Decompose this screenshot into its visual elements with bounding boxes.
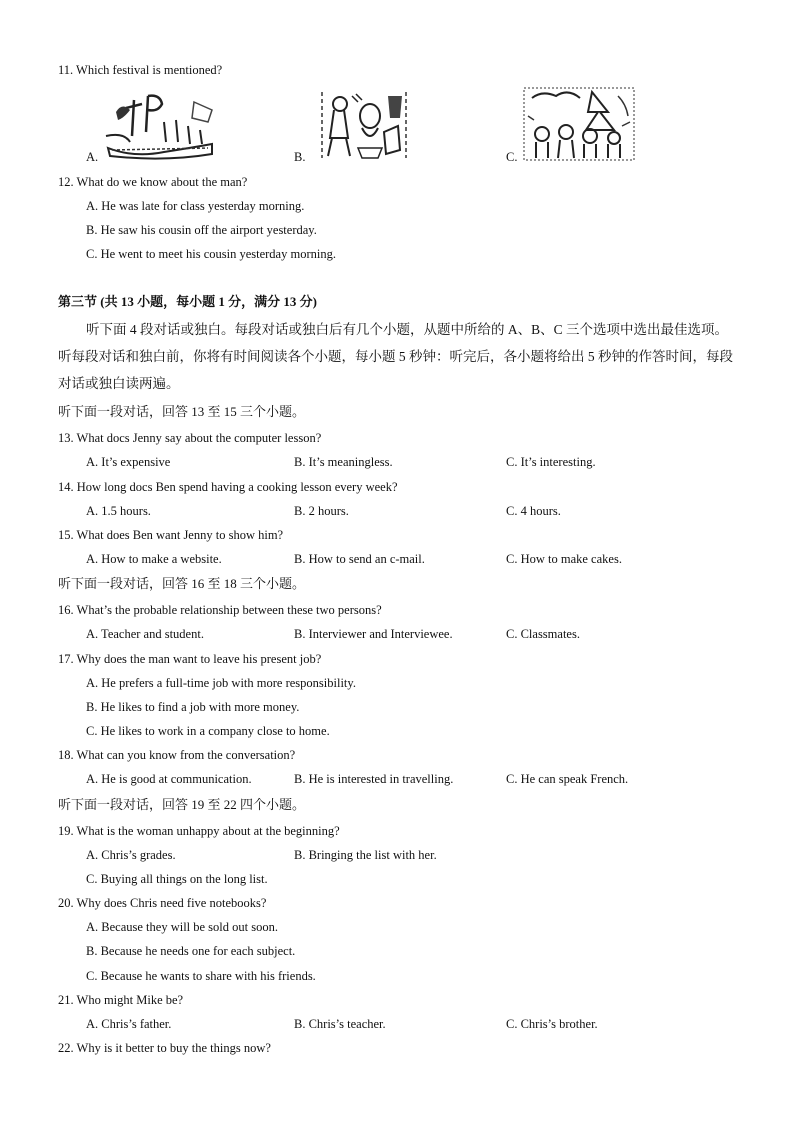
question-13: 13. What docs Jenny say about the computer lesson? [58,431,322,445]
option-16c: C. Classmates. [506,627,580,641]
option-20a: A. Because they will be sold out soon. [86,920,278,934]
option-20c: C. Because he wants to share with his friends. [86,969,316,983]
question-12: 12. What do we know about the man? [58,175,248,189]
option-20b: B. Because he needs one for each subject. [86,944,296,958]
question-18: 18. What can you know from the conversation? [58,748,296,762]
option-13a: A. It’s expensive [86,455,171,469]
question-11: 11. Which festival is mentioned? [58,63,223,77]
option-11b-label: B. [294,150,306,164]
option-14b: B. 2 hours. [294,504,349,518]
option-11a-label: A. [86,150,99,164]
question-21: 21. Who might Mike be? [58,993,184,1007]
question-15: 15. What does Ben want Jenny to show him? [58,528,284,542]
option-12c: C. He went to meet his cousin yesterday morning. [86,247,336,261]
question-20: 20. Why does Chris need five notebooks? [58,896,267,910]
question-14: 14. How long docs Ben spend having a cooking lesson every week? [58,480,398,494]
option-18a: A. He is good at communication. [86,772,252,786]
group-heading-19-22: 听下面一段对话，回答 19 至 22 四个小题。 [58,797,306,812]
option-16a: A. Teacher and student. [86,627,204,641]
option-15c: C. How to make cakes. [506,552,622,566]
option-14c: C. 4 hours. [506,504,561,518]
question-16: 16. What’s the probable relationship between these two persons? [58,603,382,617]
option-12a: A. He was late for class yesterday morning. [86,199,305,213]
question-22: 22. Why is it better to buy the things now? [58,1041,271,1055]
question-17: 17. Why does the man want to leave his present job? [58,652,322,666]
section-heading: 第三节 (共 13 小题，每小题 1 分，满分 13 分) [58,294,317,309]
option-19c: C. Buying all things on the long list. [86,872,268,886]
question-19: 19. What is the woman unhappy about at the beginning? [58,824,340,838]
option-15a: A. How to make a website. [86,552,222,566]
option-21b: B. Chris’s teacher. [294,1017,386,1031]
dragon-boat-icon [104,92,216,162]
option-18b: B. He is interested in travelling. [294,772,454,786]
option-19a: A. Chris’s grades. [86,848,176,862]
option-17c: C. He likes to work in a company close to home. [86,724,330,738]
option-21a: A. Chris’s father. [86,1017,172,1031]
christmas-icon [522,86,636,162]
option-16b: B. Interviewer and Interviewee. [294,627,453,641]
option-21c: C. Chris’s brother. [506,1017,598,1031]
option-13c: C. It’s interesting. [506,455,596,469]
option-14a: A. 1.5 hours. [86,504,151,518]
group-heading-13-15: 听下面一段对话，回答 13 至 15 三个小题。 [58,404,306,419]
group-heading-16-18: 听下面一段对话，回答 16 至 18 三个小题。 [58,576,306,591]
option-11c-label: C. [506,150,518,164]
option-15b: B. How to send an c-mail. [294,552,425,566]
option-12b: B. He saw his cousin off the airport yesterday. [86,223,317,237]
section-instructions: 听下面 4 段对话或独白。每段对话或独白后有几个小题，从题中所给的 A、B、C 三个选项中选出最佳选项。听每段对话和独白前，你将有时间阅读各个小题，每小题 5 秒钟：听完后，各小题将给出 5 秒钟的作答时间，每段对话或独白读两遍。 [58,322,733,391]
option-13b: B. It’s meaningless. [294,455,393,469]
option-19b: B. Bringing the list with her. [294,848,437,862]
lantern-festival-icon [318,88,410,162]
option-17a: A. He prefers a full-time job with more responsibility. [86,676,356,690]
option-17b: B. He likes to find a job with more money. [86,700,300,714]
option-18c: C. He can speak French. [506,772,629,786]
